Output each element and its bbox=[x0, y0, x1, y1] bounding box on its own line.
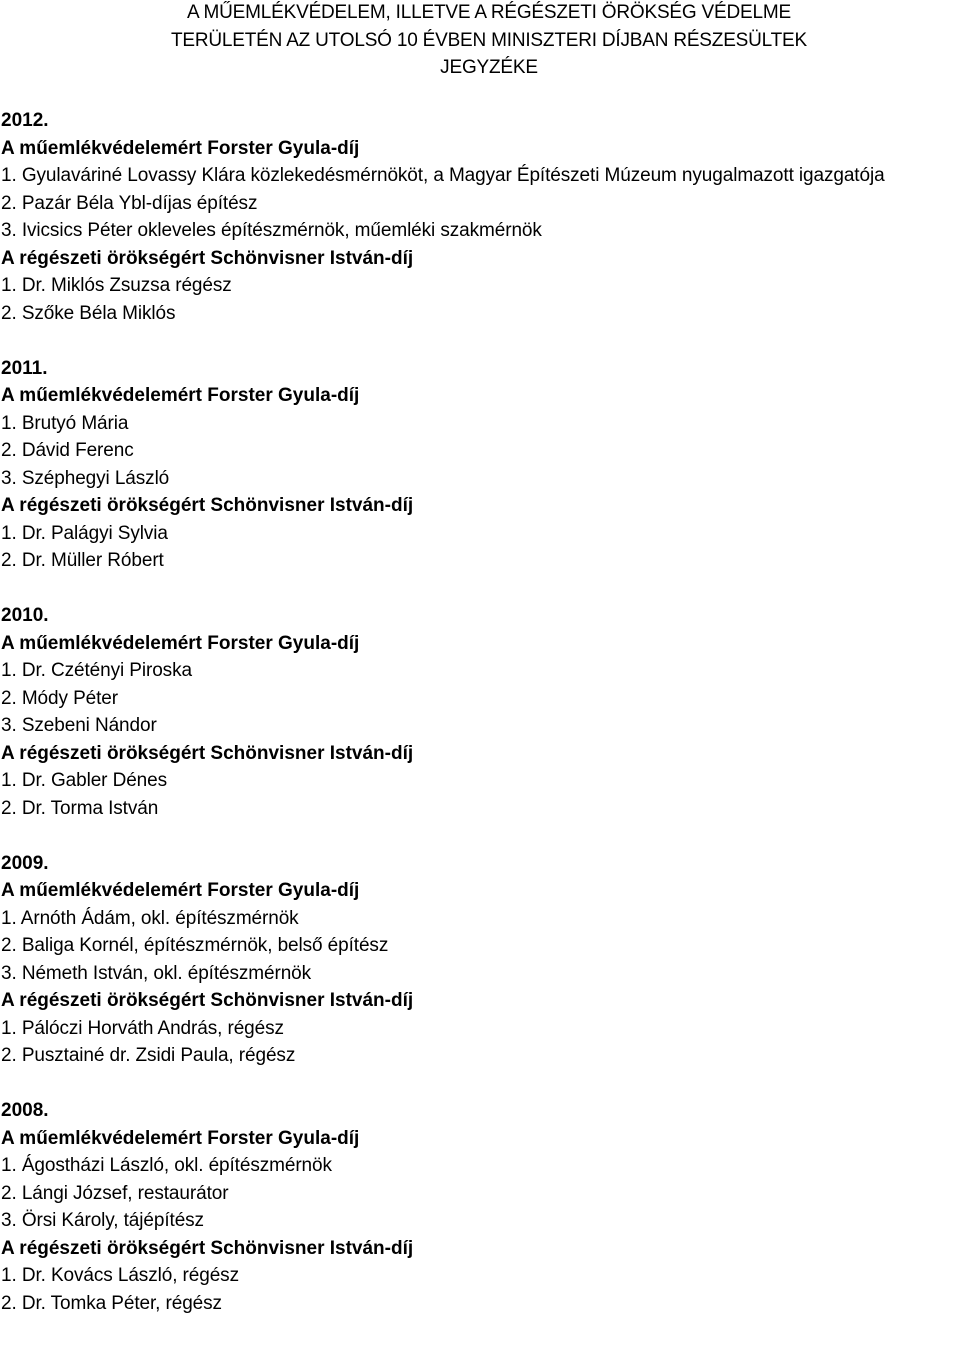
year-heading: 2009. bbox=[1, 852, 49, 874]
year-heading: 2008. bbox=[1, 1100, 49, 1121]
list-item: 2. Dávid Ferenc bbox=[1, 440, 134, 461]
list-item: 3. Németh István, okl. építészmérnök bbox=[1, 962, 312, 984]
year-section-2012 bbox=[0, 107, 960, 327]
year-heading: 2012. bbox=[1, 110, 49, 131]
list-item: 2. Dr. Müller Róbert bbox=[1, 550, 164, 571]
list-item: 1. Dr. Palágyi Sylvia bbox=[1, 522, 168, 544]
schonvisner-award-heading: A régészeti örökségért Schönvisner István-díj bbox=[1, 247, 414, 269]
list-item: 1. Ágostházi László, okl. építészmérnök bbox=[1, 1155, 332, 1176]
list-item: 1. Gyulaváriné Lovassy Klára közlekedésmérnököt, a Magyar Építészeti Múzeum nyugalmazott igazgatója bbox=[1, 165, 885, 186]
list-item: 1. Dr. Kovács László, régész bbox=[1, 1265, 239, 1286]
list-item: 2. Dr. Tomka Péter, régész bbox=[1, 1292, 222, 1314]
schonvisner-award-heading: A régészeti örökségért Schönvisner István-díj bbox=[1, 990, 414, 1011]
list-item: 1. Brutyó Mária bbox=[1, 412, 129, 434]
year-section-2010 bbox=[0, 602, 960, 822]
list-item: 2. Szőke Béla Miklós bbox=[1, 302, 176, 324]
list-item: 2. Dr. Torma István bbox=[1, 797, 159, 819]
list-item: 2. Pazár Béla Ybl-díjas építész bbox=[1, 192, 258, 214]
list-item: 3. Örsi Károly, tájépítész bbox=[1, 1210, 204, 1231]
list-item: 2. Pusztainé dr. Zsidi Paula, régész bbox=[1, 1045, 296, 1066]
list-item: 2. Baliga Kornél, építészmérnök, belső építész bbox=[1, 935, 389, 956]
list-item: 1. Pálóczi Horváth András, régész bbox=[1, 1017, 284, 1039]
list-item: 1. Dr. Miklós Zsuzsa régész bbox=[1, 275, 232, 296]
forster-award-heading: A műemlékvédelemért Forster Gyula-díj bbox=[1, 137, 360, 159]
list-item: 2. Módy Péter bbox=[1, 687, 118, 709]
schonvisner-award-heading: A régészeti örökségért Schönvisner István-díj bbox=[1, 1237, 414, 1259]
title-line-2: TERÜLETÉN AZ UTOLSÓ 10 ÉVBEN MINISZTERI DÍJBAN RÉSZESÜLTEK bbox=[171, 29, 807, 51]
schonvisner-award-heading: A régészeti örökségért Schönvisner István-díj bbox=[1, 742, 414, 764]
schonvisner-award-heading: A régészeti örökségért Schönvisner István-díj bbox=[1, 495, 414, 516]
forster-award-heading: A műemlékvédelemért Forster Gyula-díj bbox=[1, 1127, 360, 1149]
document-title bbox=[0, 0, 960, 82]
award-list bbox=[0, 107, 960, 1345]
list-item: 1. Arnóth Ádám, okl. építészmérnök bbox=[1, 907, 299, 929]
year-section-2008 bbox=[0, 1097, 960, 1317]
list-item: 1. Dr. Czétényi Piroska bbox=[1, 660, 192, 681]
list-item: 1. Dr. Gabler Dénes bbox=[1, 770, 168, 791]
list-item: 3. Széphegyi László bbox=[1, 467, 170, 489]
year-section-2011 bbox=[0, 355, 960, 575]
year-heading: 2010. bbox=[1, 605, 49, 626]
title-line-3: JEGYZÉKE bbox=[440, 57, 538, 78]
forster-award-heading: A műemlékvédelemért Forster Gyula-díj bbox=[1, 385, 360, 406]
list-item: 3. Ivicsics Péter okleveles építészmérnök, műemléki szakmérnök bbox=[1, 220, 542, 241]
forster-award-heading: A műemlékvédelemért Forster Gyula-díj bbox=[1, 632, 360, 654]
list-item: 2. Lángi József, restaurátor bbox=[1, 1182, 229, 1204]
title-line-1: A MŰEMLÉKVÉDELEM, ILLETVE A RÉGÉSZETI ÖRÖKSÉG VÉDELME bbox=[187, 2, 791, 23]
year-section-2009 bbox=[0, 850, 960, 1070]
forster-award-heading: A műemlékvédelemért Forster Gyula-díj bbox=[1, 880, 360, 901]
list-item: 3. Szebeni Nándor bbox=[1, 715, 157, 736]
year-heading: 2011. bbox=[1, 357, 48, 379]
